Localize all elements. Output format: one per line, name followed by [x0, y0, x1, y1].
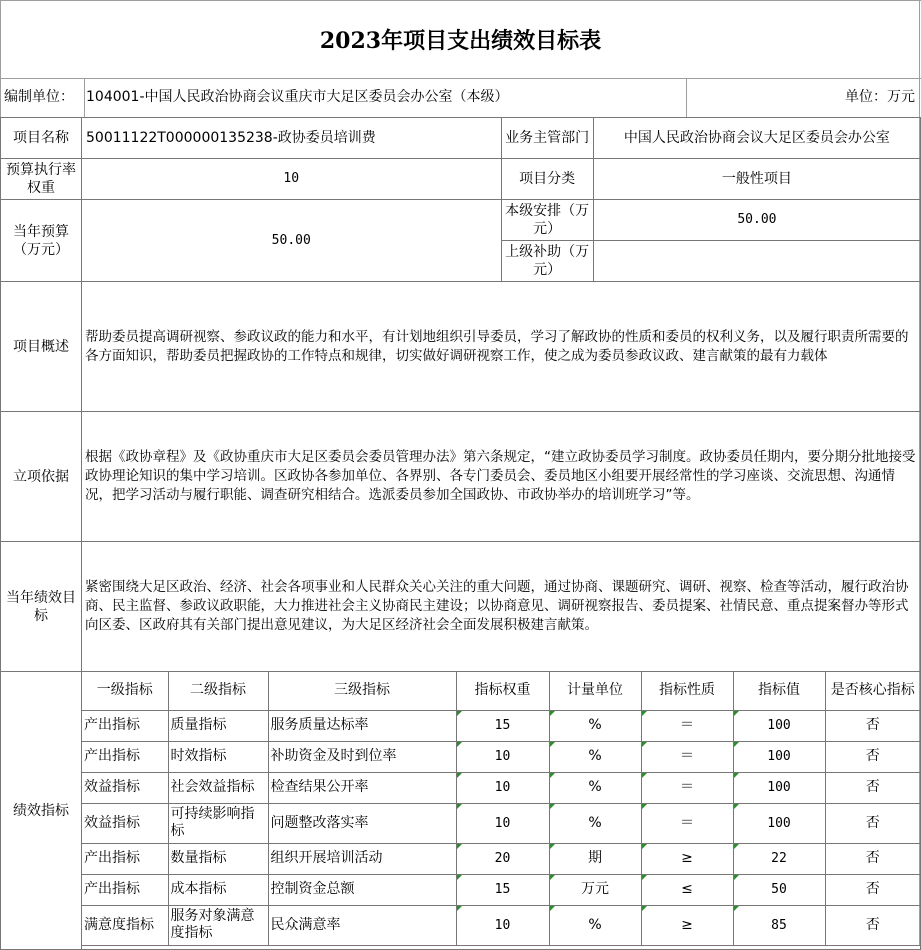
page-title: 2023年项目支出绩效目标表 [319, 27, 602, 54]
project-name-label: 项目名称 [1, 118, 82, 159]
row-goal [1, 542, 921, 672]
row-overview [1, 282, 921, 412]
indicator-level3: 服务质量达标率 [268, 710, 456, 741]
indicator-level1: 产出指标 [82, 874, 168, 905]
indicator-weight: 15 [456, 710, 549, 741]
indicator-level3: 补助资金及时到位率 [268, 741, 456, 772]
local-label: 本级安排（万元） [501, 200, 593, 241]
indicator-value: 100 [733, 803, 825, 843]
project-name-value: 50011122T000000135238-政协委员培训费 [82, 118, 502, 159]
table-row [82, 710, 920, 741]
indicator-level1: 满意度指标 [82, 905, 168, 945]
indicator-level2: 质量指标 [168, 710, 268, 741]
indicator-value: 100 [733, 710, 825, 741]
indicator-core: 否 [825, 843, 920, 874]
indicator-value: 100 [733, 772, 825, 803]
budget-label: 当年预算（万元） [1, 200, 82, 282]
indicators-cell [82, 672, 921, 950]
indicator-value: 50 [733, 874, 825, 905]
basis-label: 立项依据 [1, 412, 82, 542]
table-row [82, 741, 920, 772]
indicators-label: 绩效指标 [1, 672, 82, 950]
row-indicators [1, 672, 921, 950]
indicator-level2: 可持续影响指标 [168, 803, 268, 843]
indicator-value: 85 [733, 905, 825, 945]
row-weight [1, 159, 921, 200]
table-row [82, 905, 920, 945]
indicator-core: 否 [825, 874, 920, 905]
indicator-level2: 社会效益指标 [168, 772, 268, 803]
unit-divider-1 [84, 78, 85, 117]
subsidy-value [593, 241, 920, 282]
goal-label: 当年绩效目标 [1, 542, 82, 672]
indicator-level1: 产出指标 [82, 741, 168, 772]
indicator-value: 22 [733, 843, 825, 874]
indicator-weight: 10 [456, 772, 549, 803]
performance-table [0, 117, 921, 950]
col-header-core: 是否核心指标 [825, 672, 920, 710]
table-row [82, 874, 920, 905]
unit-row [0, 78, 921, 117]
table-row [82, 843, 920, 874]
basis-text: 根据《政协章程》及《政协重庆市大足区委员会委员管理办法》第六条规定，“建立政协委员学习制度。政协委员任期内，要分期分批地接受政协理论知识的集中学习培训。区政协各参加单位、各界别、各专门委员会、委员地区小组要开展经常性的学习座谈、交流思想、沟通情况，把学习活动与履行职能、调查研究相结合。选派委员参加全国政协、市政协举办的培训班学习”等。 [82, 412, 921, 542]
dept-value: 中国人民政治协商会议大足区委员会办公室 [593, 118, 920, 159]
indicator-level2: 时效指标 [168, 741, 268, 772]
budget-value: 50.00 [82, 200, 502, 282]
indicator-nature: ＝ [641, 710, 733, 741]
indicator-header-row [82, 672, 920, 710]
indicator-nature: ≥ [641, 905, 733, 945]
indicator-nature: ＝ [641, 772, 733, 803]
indicator-unit: % [549, 803, 641, 843]
indicator-unit: % [549, 710, 641, 741]
local-value: 50.00 [593, 200, 920, 241]
indicator-core: 否 [825, 905, 920, 945]
indicator-level3: 问题整改落实率 [268, 803, 456, 843]
indicator-level3: 民众满意率 [268, 905, 456, 945]
subsidy-label: 上级补助（万元） [501, 241, 593, 282]
indicator-weight: 10 [456, 741, 549, 772]
indicator-nature: ＝ [641, 741, 733, 772]
indicator-weight: 10 [456, 905, 549, 945]
indicator-level1: 效益指标 [82, 772, 168, 803]
indicator-unit: % [549, 772, 641, 803]
indicator-nature: ≤ [641, 874, 733, 905]
indicator-core: 否 [825, 772, 920, 803]
top-border [0, 0, 921, 1]
indicator-weight: 20 [456, 843, 549, 874]
overview-text: 帮助委员提高调研视察、参政议政的能力和水平，有计划地组织引导委员，学习了解政协的性质和委员的权利义务，以及履行职责所需要的各方面知识，帮助委员把握政协的工作特点和规律，切实做好调研视察工作，使之成为委员参政议政、建言献策的最有力载体 [82, 282, 921, 412]
indicator-level1: 产出指标 [82, 843, 168, 874]
table-row [82, 803, 920, 843]
col-header-l3: 三级指标 [268, 672, 456, 710]
indicator-unit: 期 [549, 843, 641, 874]
category-value: 一般性项目 [593, 159, 920, 200]
col-header-value: 指标值 [733, 672, 825, 710]
indicator-weight: 10 [456, 803, 549, 843]
col-header-l1: 一级指标 [82, 672, 168, 710]
indicator-level2: 服务对象满意度指标 [168, 905, 268, 945]
indicator-level2: 成本指标 [168, 874, 268, 905]
indicator-unit: % [549, 905, 641, 945]
col-header-weight: 指标权重 [456, 672, 549, 710]
overview-label: 项目概述 [1, 282, 82, 412]
unit-name: 104001-中国人民政治协商会议重庆市大足区委员会办公室（本级） [86, 89, 509, 105]
indicator-table [82, 672, 920, 946]
indicator-level3: 组织开展培训活动 [268, 843, 456, 874]
col-header-nature: 指标性质 [641, 672, 733, 710]
indicator-level1: 产出指标 [82, 710, 168, 741]
indicator-unit: 万元 [549, 874, 641, 905]
col-header-unit: 计量单位 [549, 672, 641, 710]
indicator-level2: 数量指标 [168, 843, 268, 874]
col-header-l2: 二级指标 [168, 672, 268, 710]
indicator-core: 否 [825, 710, 920, 741]
indicator-core: 否 [825, 803, 920, 843]
indicator-level3: 控制资金总额 [268, 874, 456, 905]
weight-value: 10 [82, 159, 502, 200]
money-unit: 单位：万元 [845, 89, 915, 105]
category-label: 项目分类 [501, 159, 593, 200]
indicator-weight: 15 [456, 874, 549, 905]
indicator-nature: ＝ [641, 803, 733, 843]
indicator-nature: ≥ [641, 843, 733, 874]
indicator-level3: 检查结果公开率 [268, 772, 456, 803]
indicator-core: 否 [825, 741, 920, 772]
row-budget [1, 200, 921, 241]
table-row [82, 772, 920, 803]
indicator-unit: % [549, 741, 641, 772]
unit-divider-2 [686, 78, 687, 117]
unit-label: 编制单位： [4, 89, 74, 105]
weight-label: 预算执行率权重 [1, 159, 82, 200]
row-basis [1, 412, 921, 542]
row-project-name [1, 118, 921, 159]
indicator-level1: 效益指标 [82, 803, 168, 843]
goal-text: 紧密围绕大足区政治、经济、社会各项事业和人民群众关心关注的重大问题，通过协商、课题研究、调研、视察、检查等活动，履行政治协商、民主监督、参政议政职能，大力推进社会主义协商民主建设；以协商意见、调研视察报告、委员提案、社情民意、重点提案督办等形式向区委、区政府其有关部门提出意见建议，为大足区经济社会全面发展积极建言献策。 [82, 542, 921, 672]
dept-label: 业务主管部门 [501, 118, 593, 159]
indicator-value: 100 [733, 741, 825, 772]
